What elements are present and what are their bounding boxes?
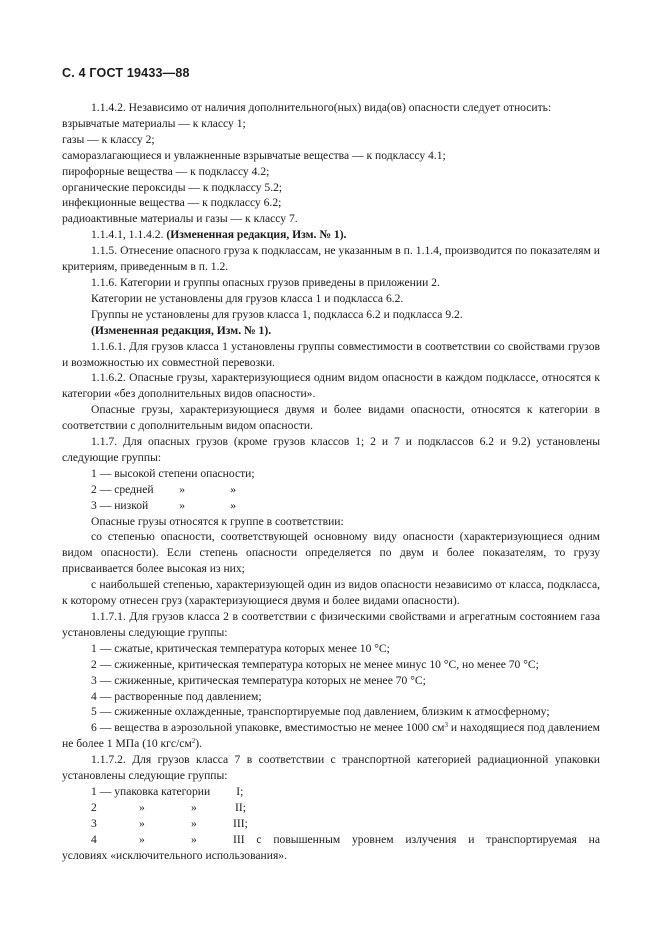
- paragraph-1-1-6-1: 1.1.6.1. Для грузов класса 1 установлены группы совместимости в соответствии со свойствами грузов и возможностью их совместной перевозки.: [62, 339, 600, 369]
- page-header: С. 4 ГОСТ 19433—88: [62, 66, 190, 80]
- group-name: средней: [114, 482, 154, 496]
- gas6-text-c: ).: [195, 737, 203, 751]
- list-item: взрывчатые материалы — к классу 1;: [62, 116, 246, 130]
- paragraph-1-1-4-2: 1.1.4.2. Независимо от наличия дополнительного(ных) вида(ов) опасности следует относить:: [91, 101, 552, 114]
- ditto-mark: »: [139, 800, 145, 814]
- ditto-mark: »: [191, 800, 197, 814]
- pack-category: II;: [235, 800, 246, 814]
- group-number: 3: [91, 816, 97, 830]
- gas-group-item: 2 — сжиженные, критическая температура которых не менее минус 10 °С, но менее 70 °С;: [91, 657, 539, 671]
- list-item: инфекционные вещества — к подклассу 6.2;: [62, 196, 282, 210]
- ditto-mark: »: [179, 482, 185, 496]
- paragraph-1-1-6: 1.1.6. Категории и группы опасных грузов приведены в приложении 2.: [91, 275, 440, 289]
- pack-group-4-continuation: условиях «исключительного использования».: [62, 848, 287, 862]
- group-name: высокой степени опасности;: [114, 466, 255, 480]
- gas-group-item: 4 — растворенные под давлением;: [91, 689, 262, 703]
- list-item: радиоактивные материалы и газы — к классу 7.: [62, 212, 298, 226]
- ditto-mark: »: [230, 482, 236, 496]
- paragraph-1-1-5: 1.1.5. Отнесение опасного груза к подклассам, не указанным в п. 1.1.4, производится по показателям и критериям, приведенным в п. 1.2.: [62, 244, 600, 274]
- group-name: упаковка категории: [114, 784, 211, 798]
- danger-group-row: [62, 466, 600, 482]
- pack-group-row: [62, 784, 600, 800]
- pack-group-row: [62, 816, 600, 832]
- gas6-text-b: и находящиеся под давлением не более 1 МПа (10 кгс/см: [62, 721, 600, 751]
- paragraph-1-1-6-2: 1.1.6.2. Опасные грузы, характеризующиеся одним видом опасности в каждом подклассе, относятся к категории «без дополнительных видов опасности».: [62, 371, 600, 401]
- list-item: газы — к классу 2;: [62, 132, 155, 146]
- list-item: пирофорные вещества — к подклассу 4.2;: [62, 164, 270, 178]
- paragraph-1-1-7-1: 1.1.7.1. Для грузов класса 2 в соответствии с физическими свойствами и агрегатным состоянием газа установлены следующие группы:: [62, 610, 600, 639]
- pack-category: III с повышенным уровнем излучения и транспортируемая на: [233, 832, 600, 846]
- list-item: саморазлагающиеся и увлажненные взрывчатые вещества — к подклассу 4.1;: [62, 148, 446, 162]
- group-number: 2 —: [91, 482, 112, 496]
- paragraph-1-1-6-2-b: Опасные грузы, характеризующиеся двумя и более видами опасности, относятся к категории в соответствии с дополнительным видом опасности.: [62, 403, 600, 433]
- paragraph-1-1-7-c: со степенью опасности, соответствующей основному виду опасности (характеризующиеся одним видом опасности). Если степень опасности определяется по двум и более показателям, то грузу присваивается более высокая из них;: [62, 530, 600, 576]
- ditto-mark: »: [139, 832, 145, 846]
- gas-group-item-6: [62, 720, 600, 752]
- pack-category: I;: [236, 784, 244, 798]
- pack-group-row: [62, 800, 600, 816]
- list-item: органические пероксиды — к подклассу 5.2;: [62, 180, 283, 194]
- group-name: низкой: [114, 498, 149, 512]
- group-number: 1 —: [91, 784, 112, 798]
- gas-group-item: 5 — сжиженные охлажденные, транспортируемые под давлением, близким к атмосферному;: [91, 705, 550, 719]
- ditto-mark: »: [230, 498, 236, 512]
- group-number: 3 —: [91, 498, 112, 512]
- gas-group-item: 1 — сжатые, критическая температура которых менее 10 °С;: [91, 641, 390, 655]
- edit-note-1: [62, 227, 600, 243]
- paragraph-1-1-7-2: 1.1.7.2. Для грузов класса 7 в соответствии с транспортной категорией радиационной упаковки установлены следующие группы:: [62, 753, 600, 783]
- ditto-mark: »: [191, 832, 197, 846]
- gas-group-item: 3 — сжиженные, критическая температура которых не менее 70 °С;: [91, 673, 426, 687]
- group-number: 1 —: [91, 466, 112, 480]
- ditto-mark: »: [191, 816, 197, 830]
- paragraph-1-1-6-categories: Категории не установлены для грузов класса 1 и подкласса 6.2.: [91, 291, 404, 305]
- edit-note-1-bold: (Измененная редакция, Изм. № 1).: [166, 228, 347, 242]
- danger-group-row: [62, 498, 600, 514]
- pack-category: III;: [233, 816, 248, 830]
- paragraph-1-1-7: 1.1.7. Для опасных грузов (кроме грузов классов 1; 2 и 7 и подклассов 6.2 и 9.2) установлены следующие группы:: [62, 435, 600, 464]
- danger-group-row: [62, 482, 600, 498]
- ditto-mark: »: [179, 498, 185, 512]
- ditto-mark: »: [139, 816, 145, 830]
- paragraph-1-1-6-groups: Группы не установлены для грузов класса 1, подкласса 6.2 и подкласса 9.2.: [91, 307, 463, 321]
- edit-note-1-prefix: 1.1.4.1, 1.1.4.2.: [91, 228, 167, 242]
- group-number: 4: [91, 832, 97, 846]
- paragraph-1-1-7-d: с наибольшей степенью, характеризующей один из видов опасности независимо от класса, подкласса, к которому отнесен груз (характеризующиеся двумя и более видами опасности).: [62, 578, 600, 608]
- superscript: 3: [444, 721, 448, 730]
- superscript: 2: [191, 737, 196, 746]
- pack-group-row: [62, 832, 600, 848]
- paragraph-1-1-7-b: Опасные грузы относятся к группе в соответствии:: [91, 514, 344, 528]
- edit-note-2: (Измененная редакция, Изм. № 1).: [91, 323, 272, 337]
- gas6-text-a: 6 — вещества в аэрозольной упаковке, вместимостью не менее 1000 см: [91, 721, 445, 735]
- document-body: [62, 100, 600, 864]
- group-number: 2: [91, 800, 97, 814]
